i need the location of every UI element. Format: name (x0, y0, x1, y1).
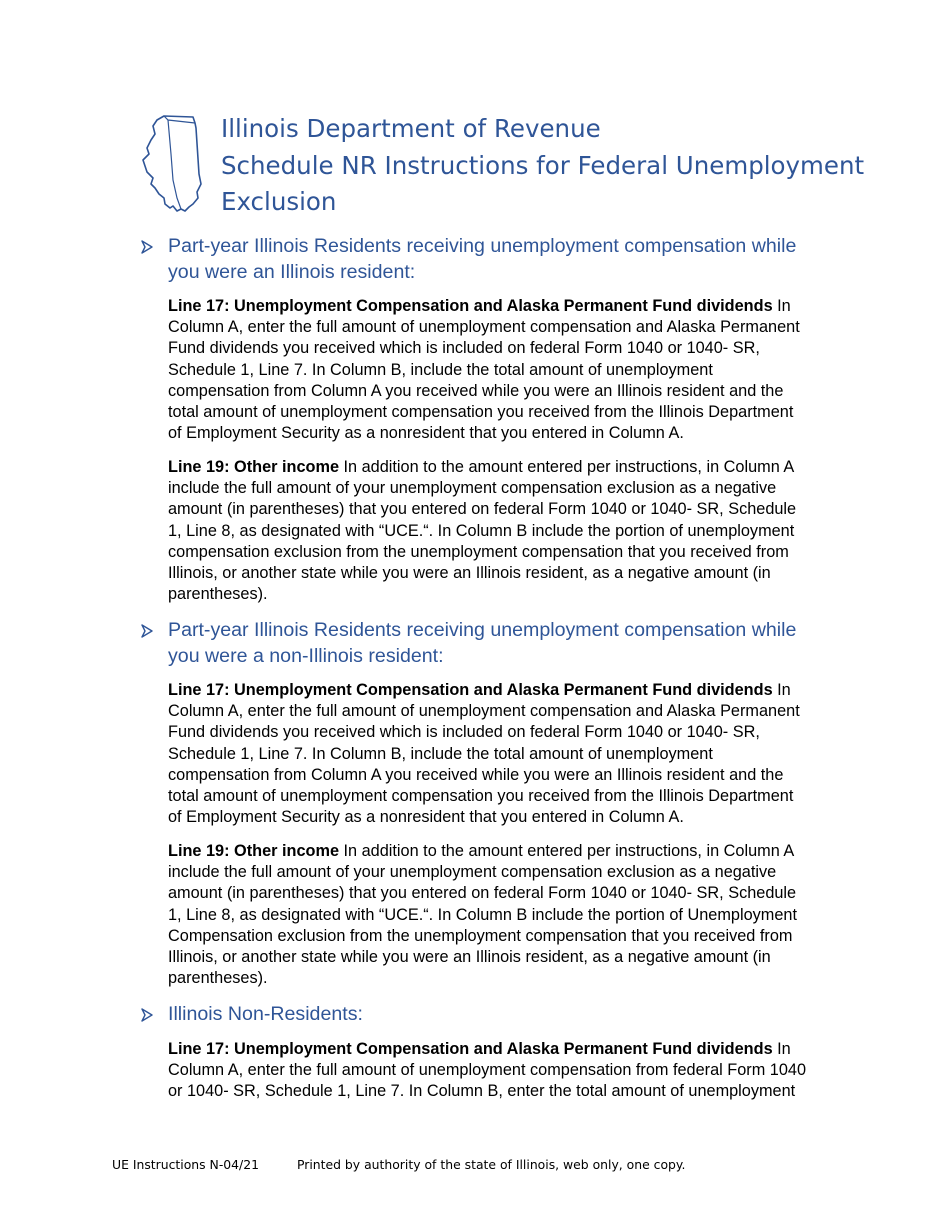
illinois-state-outline-icon (137, 114, 207, 214)
section1-line19-paragraph: Line 19: Other income In addition to the amount entered per instructions, in Column A include the full amount of your unemployment compensation exclusion as a negative amount (in parentheses) that you entered on federal Form 1040 or 1040- SR, Schedule 1, Line 8, as designated with “UCE.“. In Column B include the portion of unemployment compensation exclusion from the unemployment compensation that you received from Illinois, or another state while you were an Illinois resident, as a negative amount (in parentheses). (168, 458, 797, 604)
line17-label: Line 17: Unemployment Compensation and Alaska Permanent Fund dividends (168, 681, 773, 699)
footer-form-id: UE Instructions N-04/21 (112, 1157, 259, 1172)
arrow-bullet-icon (140, 1002, 160, 1022)
section2-line17-paragraph: Line 17: Unemployment Compensation and Alaska Permanent Fund dividends In Column A, enter the full amount of unemployment compensation and Alaska Permanent Fund dividends you received which is included on federal Form 1040 or 1040- SR, Schedule 1, Line 7. In Column B, include the total amount of unemployment compensation from Column A you received while you were an Illinois resident and the total amount of unemployment compensation you received from the Illinois Department of Employment Security as a nonresident that you entered in Column A. (168, 681, 800, 827)
line19-label: Line 19: Other income (168, 842, 339, 860)
section1-line17-paragraph: Line 17: Unemployment Compensation and Alaska Permanent Fund dividends In Column A, enter the full amount of unemployment compensation and Alaska Permanent Fund dividends you received which is included on federal Form 1040 or 1040- SR, Schedule 1, Line 7. In Column B, include the total amount of unemployment compensation from Column A you received while you were an Illinois resident and the total amount of unemployment compensation you received from the Illinois Department of Employment Security as a nonresident that you entered in Column A. (168, 297, 800, 443)
line19-label: Line 19: Other income (168, 458, 339, 476)
line17-label: Line 17: Unemployment Compensation and Alaska Permanent Fund dividends (168, 297, 773, 315)
footer-notice: Printed by authority of the state of Illinois, web only, one copy. (297, 1157, 686, 1172)
line17-label: Line 17: Unemployment Compensation and Alaska Permanent Fund dividends (168, 1040, 773, 1058)
section2-line19-paragraph: Line 19: Other income In addition to the amount entered per instructions, in Column A include the full amount of your unemployment compensation exclusion as a negative amount (in parentheses) that you entered on federal Form 1040 or 1040- SR, Schedule 1, Line 8, as designated with “UCE.“. In Column B include the portion of Unemployment Compensation exclusion from the unemployment compensation that you received from Illinois, or another state while you were an Illinois resident, as a negative amount (in parentheses). (168, 842, 797, 988)
agency-name: Illinois Department of Revenue (221, 114, 601, 143)
document-title-line-1: Schedule NR Instructions for Federal Unemployment (221, 150, 865, 180)
section3-line17-paragraph: Line 17: Unemployment Compensation and Alaska Permanent Fund dividends In Column A, enter the full amount of unemployment compensation from federal Form 1040 or 1040- SR, Schedule 1, Line 7. In Column B, enter the total amount of unemployment (168, 1040, 807, 1101)
page-title (221, 111, 901, 221)
arrow-bullet-icon (140, 234, 160, 254)
page-footer (112, 1157, 685, 1172)
document-title-line-2: Exclusion (221, 187, 337, 216)
arrow-bullet-icon (140, 618, 160, 638)
